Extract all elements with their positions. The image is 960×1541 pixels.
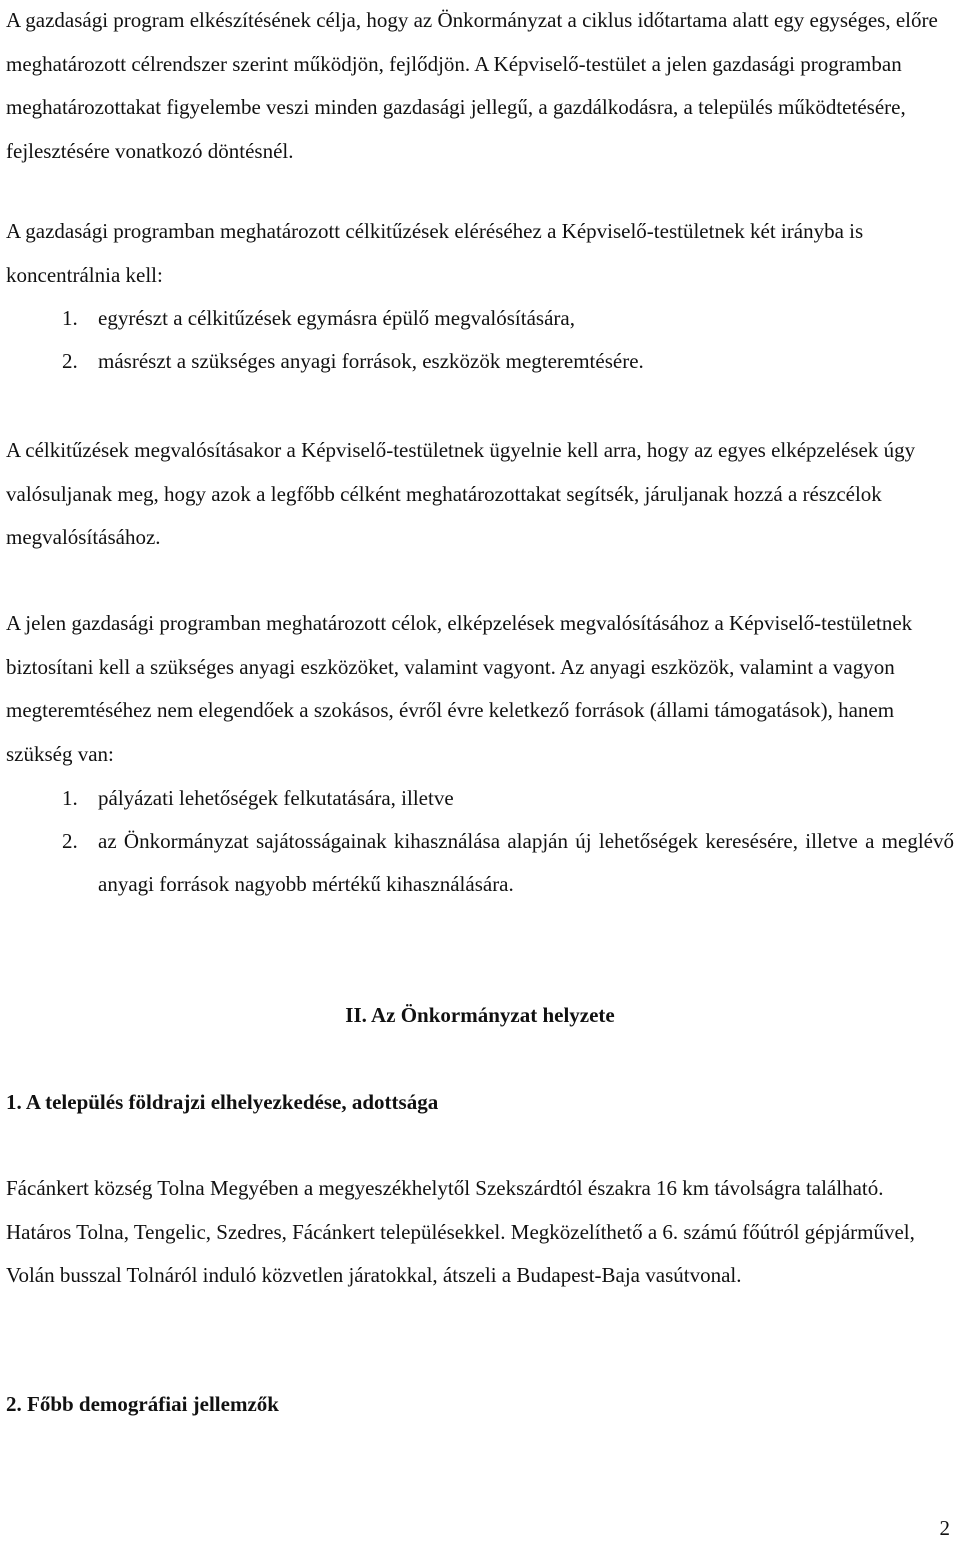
list-item-number: 1. bbox=[62, 786, 78, 810]
chapter-heading: II. Az Önkormányzat helyzete bbox=[345, 1003, 615, 1027]
paragraph-two-directions: A gazdasági programban meghatározott célkitűzések eléréséhez a Képviselő-testületnek két irányba is koncentrálnia kell: bbox=[6, 219, 864, 287]
paragraph-resources: A jelen gazdasági programban meghatározott célok, elképzelések megvalósításához a Képviselő-testületnek biztosítani kell a szükséges anyagi eszközöket, valamint vagyont. Az anyagi eszközök, valamint a vagyon megteremtéséhez nem elegendőek a szokásos, évről évre keletkező források (állami támogatások), hanem szükség van: bbox=[6, 611, 913, 766]
list-item bbox=[62, 340, 954, 383]
list-item bbox=[62, 820, 954, 906]
list-item-text: az Önkormányzat sajátosságainak kihasználása alapján új lehetőségek keresésére, illetve a meglévő anyagi források nagyobb mértékű kihasználására. bbox=[98, 829, 954, 896]
list-item-text: másrészt a szükséges anyagi források, eszközök megteremtésére. bbox=[98, 349, 644, 373]
document-page bbox=[6, 0, 954, 1541]
list-item-number: 2. bbox=[62, 349, 78, 373]
list-item-text: pályázati lehetőségek felkutatására, illetve bbox=[98, 786, 454, 810]
list-item-number: 2. bbox=[62, 829, 78, 853]
list-needs bbox=[62, 777, 954, 906]
section-heading-demographics: 2. Főbb demográfiai jellemzők bbox=[6, 1392, 279, 1416]
paragraph-program-purpose: A gazdasági program elkészítésének célja, hogy az Önkormányzat a ciklus időtartama alatt egy egységes, előre meghatározott célrendszer szerint működjön, fejlődjön. A Képviselő-testület a jelen gazdasági programban meghatározottakat figyelembe veszi minden gazdasági jellegű, a gazdálkodásra, a település működtetésére, fejlesztésére vonatkozó döntésnél. bbox=[6, 8, 938, 163]
paragraph-implementation: A célkitűzések megvalósításakor a Képviselő-testületnek ügyelnie kell arra, hogy az egyes elképzelések úgy valósuljanak meg, hogy azok a legfőbb célként meghatározottakat segítsék, járuljanak hozzá a részcélok megvalósításához. bbox=[6, 438, 916, 550]
list-item bbox=[62, 297, 954, 340]
page-number: 2 bbox=[939, 1516, 950, 1540]
list-item-text: egyrészt a célkitűzések egymásra épülő megvalósítására, bbox=[98, 306, 575, 330]
list-directions bbox=[62, 297, 954, 383]
paragraph-geography: Fácánkert község Tolna Megyében a megyeszékhelytől Szekszárdtól északra 16 km távolságra található. Határos Tolna, Tengelic, Szedres, Fácánkert településekkel. Megközelíthető a 6. számú főútról gépjárművel, Volán busszal Tolnáról induló közvetlen járatokkal, átszeli a Budapest-Baja vasútvonal. bbox=[6, 1176, 915, 1288]
list-item bbox=[62, 777, 954, 820]
section-heading-geography: 1. A település földrajzi elhelyezkedése, adottsága bbox=[6, 1090, 439, 1114]
list-item-number: 1. bbox=[62, 306, 78, 330]
